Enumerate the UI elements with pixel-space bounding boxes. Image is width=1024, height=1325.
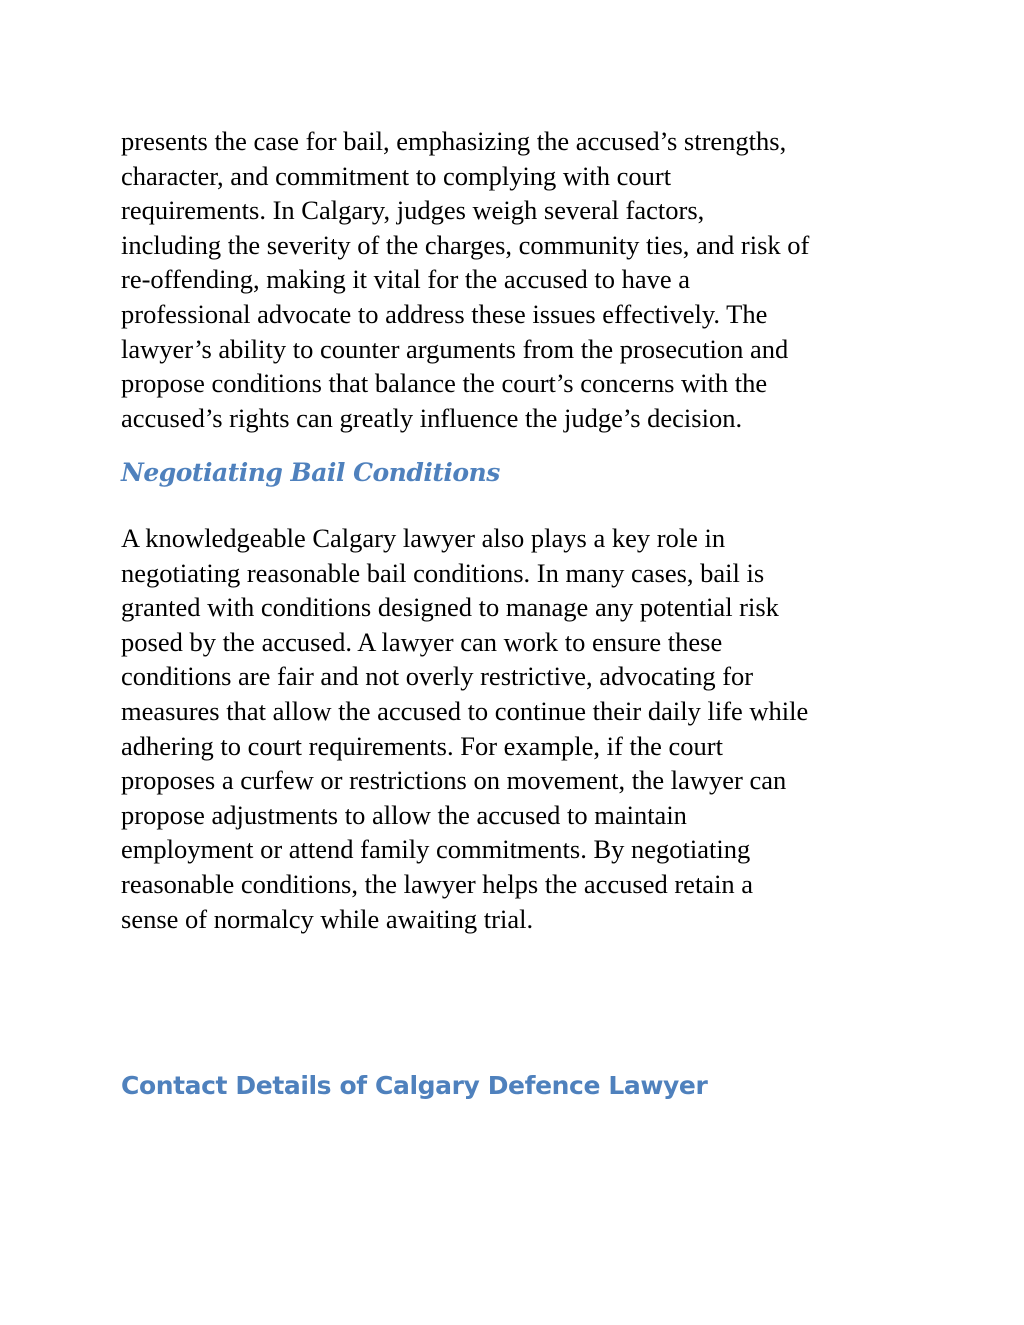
body-section-2 bbox=[121, 521, 921, 936]
paragraph-negotiating-conditions: A knowledgeable Calgary lawyer also plays a key role in negotiating reasonable bail conditions. In many cases, bail is granted with conditions designed to manage any potential risk posed by the accused. A lawyer can work to ensure these conditions are fair and not overly restrictive, advocating for measures that allow the accused to continue their daily life while adhering to court requirements. For example, if the court proposes a curfew or restrictions on movement, the lawyer can propose adjustments to allow the accused to maintain employment or attend family commitments. By negotiating reasonable conditions, the lawyer helps the accused retain a sense of normalcy while awaiting trial. bbox=[121, 523, 809, 934]
heading-contact-details: Contact Details of Calgary Defence Lawyer bbox=[121, 1071, 708, 1100]
paragraph-bail-case: presents the case for bail, emphasizing the accused’s strengths, character, and commitment to complying with court requirements. In Calgary, judges weigh several factors, including the severity of the charges, community ties, and risk of re-offending, making it vital for the accused to have a professional advocate to address these issues effectively. The lawyer’s ability to counter arguments from the prosecution and propose conditions that balance the court’s concerns with the accused’s rights can greatly influence the judge’s decision. bbox=[121, 126, 810, 433]
heading-negotiating-bail-conditions: Negotiating Bail Conditions bbox=[121, 458, 500, 487]
body-section-1 bbox=[121, 124, 921, 435]
